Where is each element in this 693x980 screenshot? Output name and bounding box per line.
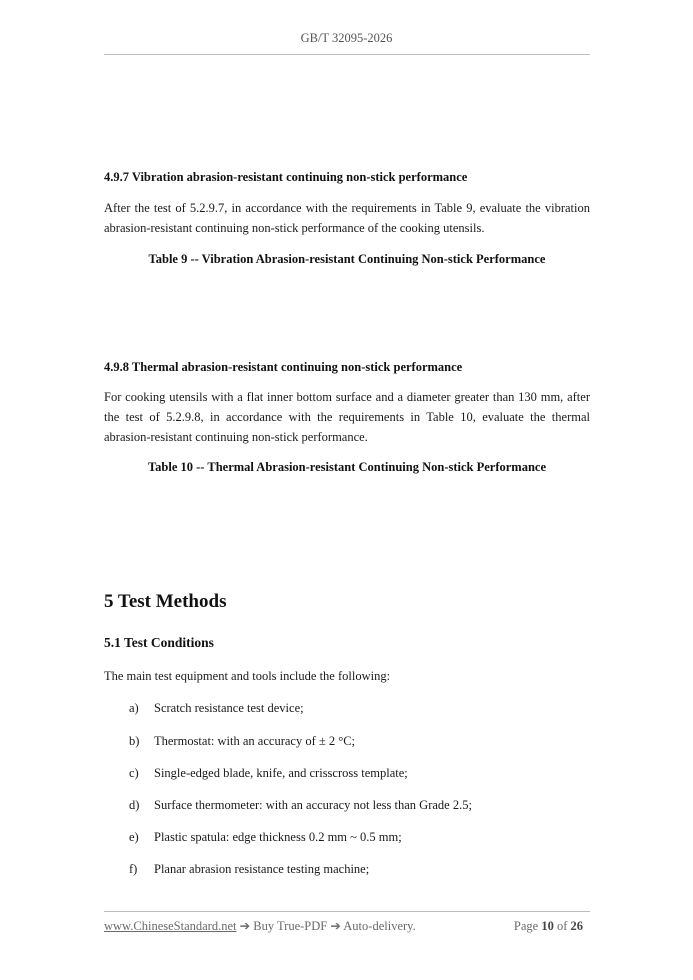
- heading-4-9-7: 4.9.7 Vibration abrasion-resistant continuing non-stick performance: [104, 170, 468, 184]
- list-item-text: Planar abrasion resistance testing machine;: [154, 862, 370, 876]
- list-item-marker: f): [129, 862, 138, 876]
- table-9-caption: Table 9 -- Vibration Abrasion-resistant Continuing Non-stick Performance: [148, 252, 546, 266]
- arrow-right-icon: ➔: [330, 919, 341, 933]
- table-10-caption: Table 10 -- Thermal Abrasion-resistant Continuing Non-stick Performance: [147, 460, 547, 474]
- page-number: 10: [541, 919, 554, 933]
- auto-delivery-text: Auto-delivery.: [343, 919, 416, 933]
- header-divider: [104, 54, 590, 55]
- heading-4-9-8: 4.9.8 Thermal abrasion-resistant continuing non-stick performance: [104, 360, 463, 374]
- list-item-text: Scratch resistance test device;: [154, 701, 304, 715]
- page-total: 26: [570, 919, 583, 933]
- list-item-text: Surface thermometer: with an accuracy not less than Grade 2.5;: [154, 798, 472, 812]
- paragraph-4-9-7: After the test of 5.2.9.7, in accordance with the requirements in Table 9, evaluate the vibration abrasion-resistant continuing non-stick performance of the cooking utensils.: [104, 201, 590, 235]
- list-item-text: Plastic spatula: edge thickness 0.2 mm ~ 0.5 mm;: [154, 830, 402, 844]
- buy-pdf-text: Buy True-PDF: [253, 919, 328, 933]
- page-footer: [104, 917, 590, 935]
- page-header-doc-id: GB/T 32095-2026: [300, 31, 393, 45]
- paragraph-4-9-8: For cooking utensils with a flat inner bottom surface and a diameter greater than 130 mm, after the test of 5.2.9.8, in accordance with the requirements in Table 10, evaluate the thermal abrasion-resistant continuing non-stick performance.: [104, 390, 590, 444]
- list-item-marker: b): [129, 734, 140, 748]
- page-indicator: [514, 917, 583, 935]
- list-item-marker: e): [129, 830, 139, 844]
- page-label: Page: [513, 919, 539, 933]
- list-item-text: Single-edged blade, knife, and crisscross template;: [154, 766, 408, 780]
- list-item-text: Thermostat: with an accuracy of ± 2 °C;: [154, 734, 356, 748]
- section-5-heading: 5 Test Methods: [104, 591, 227, 612]
- list-item-marker: c): [129, 766, 139, 780]
- list-item-marker: d): [129, 798, 140, 812]
- section-5-1-heading: 5.1 Test Conditions: [104, 635, 214, 650]
- section-5-1-intro: The main test equipment and tools include the following:: [104, 669, 391, 683]
- site-link[interactable]: www.ChineseStandard.net: [104, 919, 237, 933]
- list-item-marker: a): [129, 701, 139, 715]
- arrow-right-icon: ➔: [239, 919, 251, 933]
- of-label: of: [556, 919, 568, 933]
- footer-divider: [104, 911, 590, 912]
